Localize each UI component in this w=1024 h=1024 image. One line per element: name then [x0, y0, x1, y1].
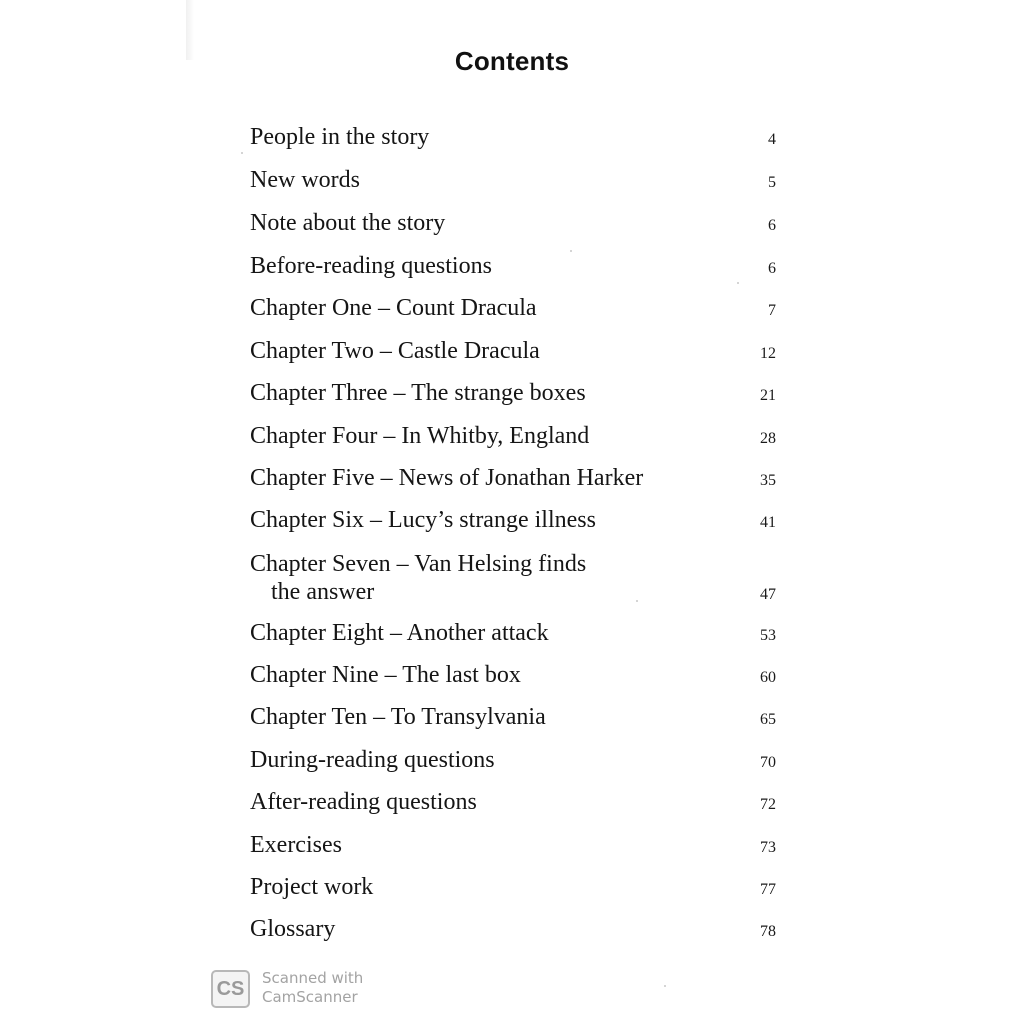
watermark-line-2: CamScanner	[262, 988, 358, 1006]
toc-entry-page: 28	[760, 430, 776, 447]
toc-entry-page: 53	[760, 627, 776, 644]
toc-entry-page: 6	[768, 260, 776, 277]
toc-entry	[250, 248, 776, 284]
toc-entry-page: 47	[760, 586, 776, 603]
toc-entry-label: Chapter Nine – The last box	[250, 662, 521, 688]
toc-entry	[250, 290, 776, 326]
toc-entry	[250, 460, 776, 496]
scan-speck	[570, 250, 572, 252]
toc-entry-label: Chapter Six – Lucy’s strange illness	[250, 507, 596, 533]
toc-entry-page: 60	[760, 669, 776, 686]
toc-entry-page: 41	[760, 514, 776, 531]
scan-speck	[737, 282, 739, 284]
toc-entry	[250, 418, 776, 454]
camscanner-text	[262, 969, 363, 1007]
toc-entry-page: 72	[760, 796, 776, 813]
toc-entry	[250, 827, 776, 863]
scan-speck	[241, 152, 243, 154]
toc-entry	[250, 911, 776, 947]
toc-entry-label: Chapter One – Count Dracula	[250, 295, 537, 321]
toc-entry	[250, 699, 776, 735]
toc-entry-page: 70	[760, 754, 776, 771]
scan-speck	[636, 600, 638, 602]
toc-entry-label: After-reading questions	[250, 789, 477, 815]
scan-speck	[664, 985, 666, 987]
toc-entry-page: 21	[760, 387, 776, 404]
toc-entry-page: 6	[768, 217, 776, 234]
camscanner-logo-icon: CS	[211, 970, 250, 1008]
toc-entry-label: Chapter Two – Castle Dracula	[250, 338, 540, 364]
toc-entry-page: 5	[768, 174, 776, 191]
toc-entry	[250, 119, 776, 155]
toc-entry-label: Before-reading questions	[250, 253, 492, 279]
toc-entry	[250, 333, 776, 369]
toc-entry-page: 77	[760, 881, 776, 898]
toc-entry-page: 4	[768, 131, 776, 148]
toc-entry-label: Chapter Five – News of Jonathan Harker	[250, 465, 644, 491]
watermark-line-1: Scanned with	[262, 969, 364, 987]
toc-entry-label: People in the story	[250, 124, 430, 150]
toc-entry-label-line: Chapter Seven – Van Helsing finds	[250, 551, 587, 577]
toc-entry-label: Chapter Four – In Whitby, England	[250, 423, 590, 449]
toc-entry	[250, 544, 776, 610]
toc-entry	[250, 205, 776, 241]
toc-entry-label: Glossary	[250, 916, 336, 942]
toc-entry-label: Chapter Ten – To Transylvania	[250, 704, 546, 730]
page-title: Contents	[454, 46, 570, 76]
toc-entry	[250, 869, 776, 905]
toc-entry	[250, 502, 776, 538]
toc-entry	[250, 657, 776, 693]
toc-entry	[250, 615, 776, 651]
toc-entry	[250, 162, 776, 198]
toc-entry-page: 78	[760, 923, 776, 940]
toc-entry-label: New words	[250, 167, 360, 193]
toc-entry	[250, 375, 776, 411]
toc-entry-label: Chapter Eight – Another attack	[250, 620, 549, 646]
toc-entry-page: 65	[760, 711, 776, 728]
toc-entry-page: 12	[760, 345, 776, 362]
toc-entry-label: Chapter Three – The strange boxes	[250, 380, 586, 406]
toc-entry	[250, 742, 776, 778]
toc-entry-label	[250, 550, 690, 606]
toc-entry	[250, 784, 776, 820]
toc-entry-page: 73	[760, 839, 776, 856]
toc-entry-label: Note about the story	[250, 210, 446, 236]
toc-entry-label: Project work	[250, 874, 374, 900]
toc-entry-label: During-reading questions	[250, 747, 495, 773]
toc-entry-page: 7	[768, 302, 776, 319]
toc-entry-label-continuation: the answer	[271, 579, 375, 605]
toc-entry-page: 35	[760, 472, 776, 489]
toc-entry-label: Exercises	[250, 832, 342, 858]
